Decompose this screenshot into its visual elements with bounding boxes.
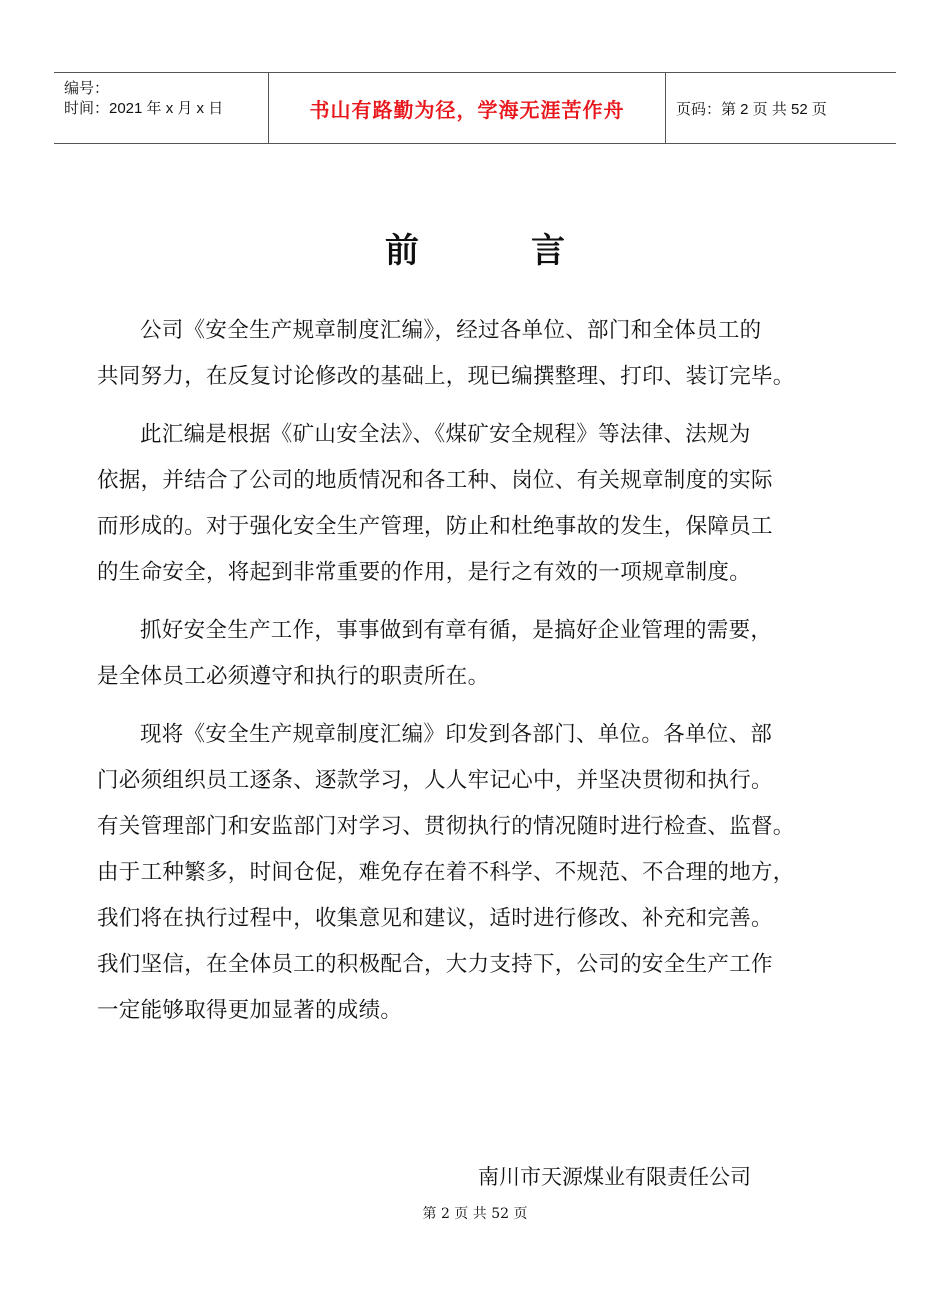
paragraph-1: 公司《安全生产规章制度汇编》，经过各单位、部门和全体员工的 共同努力，在反复讨论修改的基础上，现已编撰整理、打印、装订完毕。 [97,318,795,389]
document-body [97,308,867,1034]
document-header [54,72,896,144]
paragraph-2: 此汇编是根据《矿山安全法》、《煤矿安全规程》等法律、法规为 依据，并结合了公司的地质情况和各工种、岗位、有关规章制度的实际 而形成的。对于强化安全生产管理，防止和杜绝事故的发生，保障员工 的生命安全，将起到非常重要的作用，是行之有效的一项规章制度。 [97,422,773,585]
header-page-label: 页码：第 2 页 共 52 页 [676,100,827,118]
header-meta [54,73,268,143]
company-signature: 南川市天源煤业有限责任公司 [478,1165,751,1189]
page-footer: 第 2 页 共 52 页 [422,1206,528,1222]
document-number-label: 编号： [64,80,110,97]
paragraph-3: 抓好安全生产工作，事事做到有章有循，是搞好企业管理的需要， 是全体员工必须遵守和执行的职责所在。 [97,618,773,689]
paragraph-4: 现将《安全生产规章制度汇编》印发到各部门、单位。各单位、部 门必须组织员工逐条、逐款学习，人人牢记心中，并坚决贯彻和执行。 有关管理部门和安监部门对学习、贯彻执行的情况随时进行检查、监督。 由于工种繁多，时间仓促，难免存在着不科学、不规范、不合理的地方， 我们将在执行过程中，收集意见和建议，适时进行修改、补充和完善。 我们坚信，在全体员工的积极配合，大力支持下，公司的安全生产工作 一定能够取得更加显著的成绩。 [97,722,795,1023]
header-motto: 书山有路勤为径，学海无涯苦作舟 [268,73,666,143]
page-title: 前言 [385,231,677,271]
document-time-label: 时间：2021 年 x 月 x 日 [64,100,224,117]
